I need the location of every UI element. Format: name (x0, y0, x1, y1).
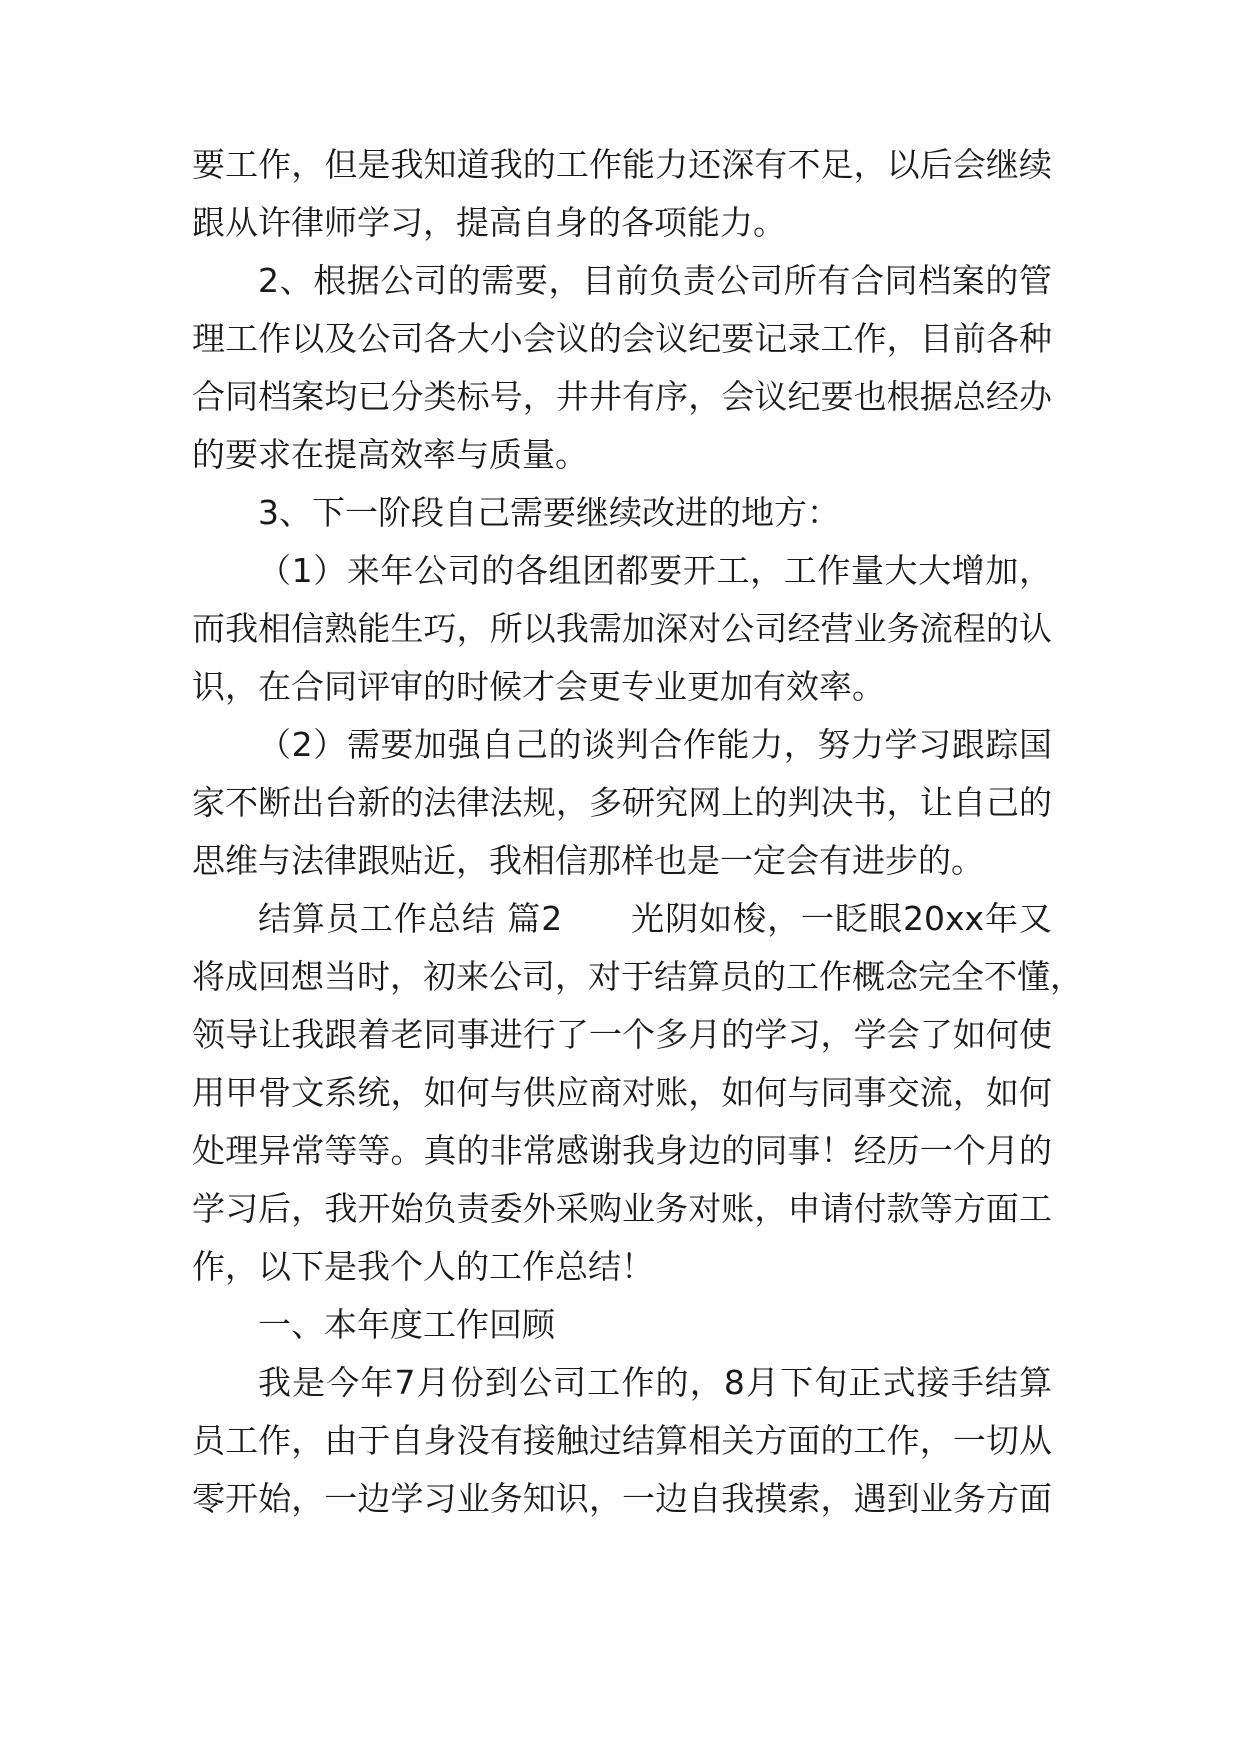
text-line: 学习后，我开始负责委外采购业务对账，申请付款等方面工 (192, 1189, 1052, 1228)
text-line: 理工作以及公司各大小会议的会议纪要记录工作，目前各种 (192, 319, 1052, 358)
text-line: 将成回想当时，初来公司，对于结算员的工作概念完全不懂， (192, 957, 1083, 996)
text-line: 跟从许律师学习，提高自身的各项能力。 (192, 203, 786, 242)
text-line: 合同档案均已分类标号，井井有序，会议纪要也根据总经办 (192, 377, 1052, 416)
text-line: 家不断出台新的法律法规，多研究网上的判决书，让自己的 (192, 783, 1052, 822)
text-line: 2、根据公司的需要，目前负责公司所有合同档案的管 (258, 261, 1052, 300)
text-line: 结算员工作总结 篇2 光阴如梭，一眨眼20xx年又 (258, 899, 1052, 938)
text-line: 识，在合同评审的时候才会更专业更加有效率。 (192, 667, 885, 706)
text-line: 我是今年7月份到公司工作的，8月下旬正式接手结算 (258, 1363, 1052, 1402)
text-line: 3、下一阶段自己需要继续改进的地方： (258, 493, 840, 532)
text-line: （2）需要加强自己的谈判合作能力，努力学习跟踪国 (258, 725, 1052, 764)
text-line: 用甲骨文系统，如何与供应商对账，如何与同事交流，如何 (192, 1073, 1052, 1112)
text-line: 作，以下是我个人的工作总结！ (192, 1247, 654, 1286)
text-line: 要工作，但是我知道我的工作能力还深有不足，以后会继续 (192, 145, 1052, 184)
text-line: 的要求在提高效率与质量。 (192, 435, 588, 474)
text-line: 思维与法律跟贴近，我相信那样也是一定会有进步的。 (192, 841, 984, 880)
section-heading: 一、本年度工作回顾 (258, 1305, 555, 1344)
text-line: 而我相信熟能生巧，所以我需加深对公司经营业务流程的认 (192, 609, 1052, 648)
text-line: （1）来年公司的各组团都要开工，工作量大大增加， (258, 551, 1052, 590)
text-line: 处理异常等等。真的非常感谢我身边的同事！经历一个月的 (192, 1131, 1052, 1170)
text-line: 领导让我跟着老同事进行了一个多月的学习，学会了如何使 (192, 1015, 1052, 1054)
text-line: 零开始，一边学习业务知识，一边自我摸索，遇到业务方面 (192, 1479, 1052, 1518)
text-line: 员工作，由于自身没有接触过结算相关方面的工作，一切从 (192, 1421, 1052, 1460)
